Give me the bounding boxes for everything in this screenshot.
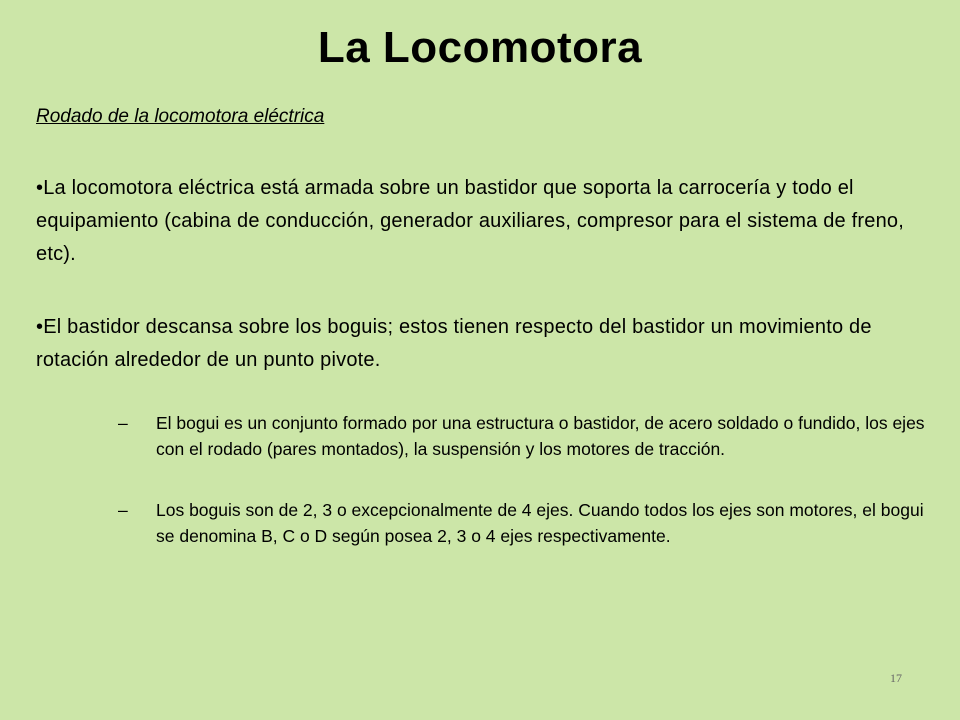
page-number: 17 [890, 671, 902, 685]
bullet-item: •La locomotora eléctrica está armada sobre un bastidor que soporta la carrocería y todo el equipamiento (cabina de conducción, generador auxiliares, compresor para el sistema de freno, etc). [36, 177, 904, 265]
dash-marker: – [118, 413, 128, 433]
sub-bullet-text: El bogui es un conjunto formado por una estructura o bastidor, de acero soldado o fundido, los ejes con el rodado (pares montados), la suspensión y los motores de tracción. [156, 413, 925, 459]
dash-marker: – [118, 500, 128, 520]
sub-bullet-item [118, 497, 928, 549]
sub-bullet-text: Los boguis son de 2, 3 o excepcionalmente de 4 ejes. Cuando todos los ejes son motores, el bogui se denomina B, C o D según posea 2, 3 o 4 ejes respectivamente. [156, 500, 924, 546]
bullet-item: •El bastidor descansa sobre los boguis; estos tienen respecto del bastidor un movimiento de rotación alrededor de un punto pivote. [36, 316, 872, 371]
slide-subtitle: Rodado de la locomotora eléctrica [36, 106, 325, 127]
sub-bullet-item [118, 410, 928, 462]
slide-title: La Locomotora [317, 23, 643, 72]
